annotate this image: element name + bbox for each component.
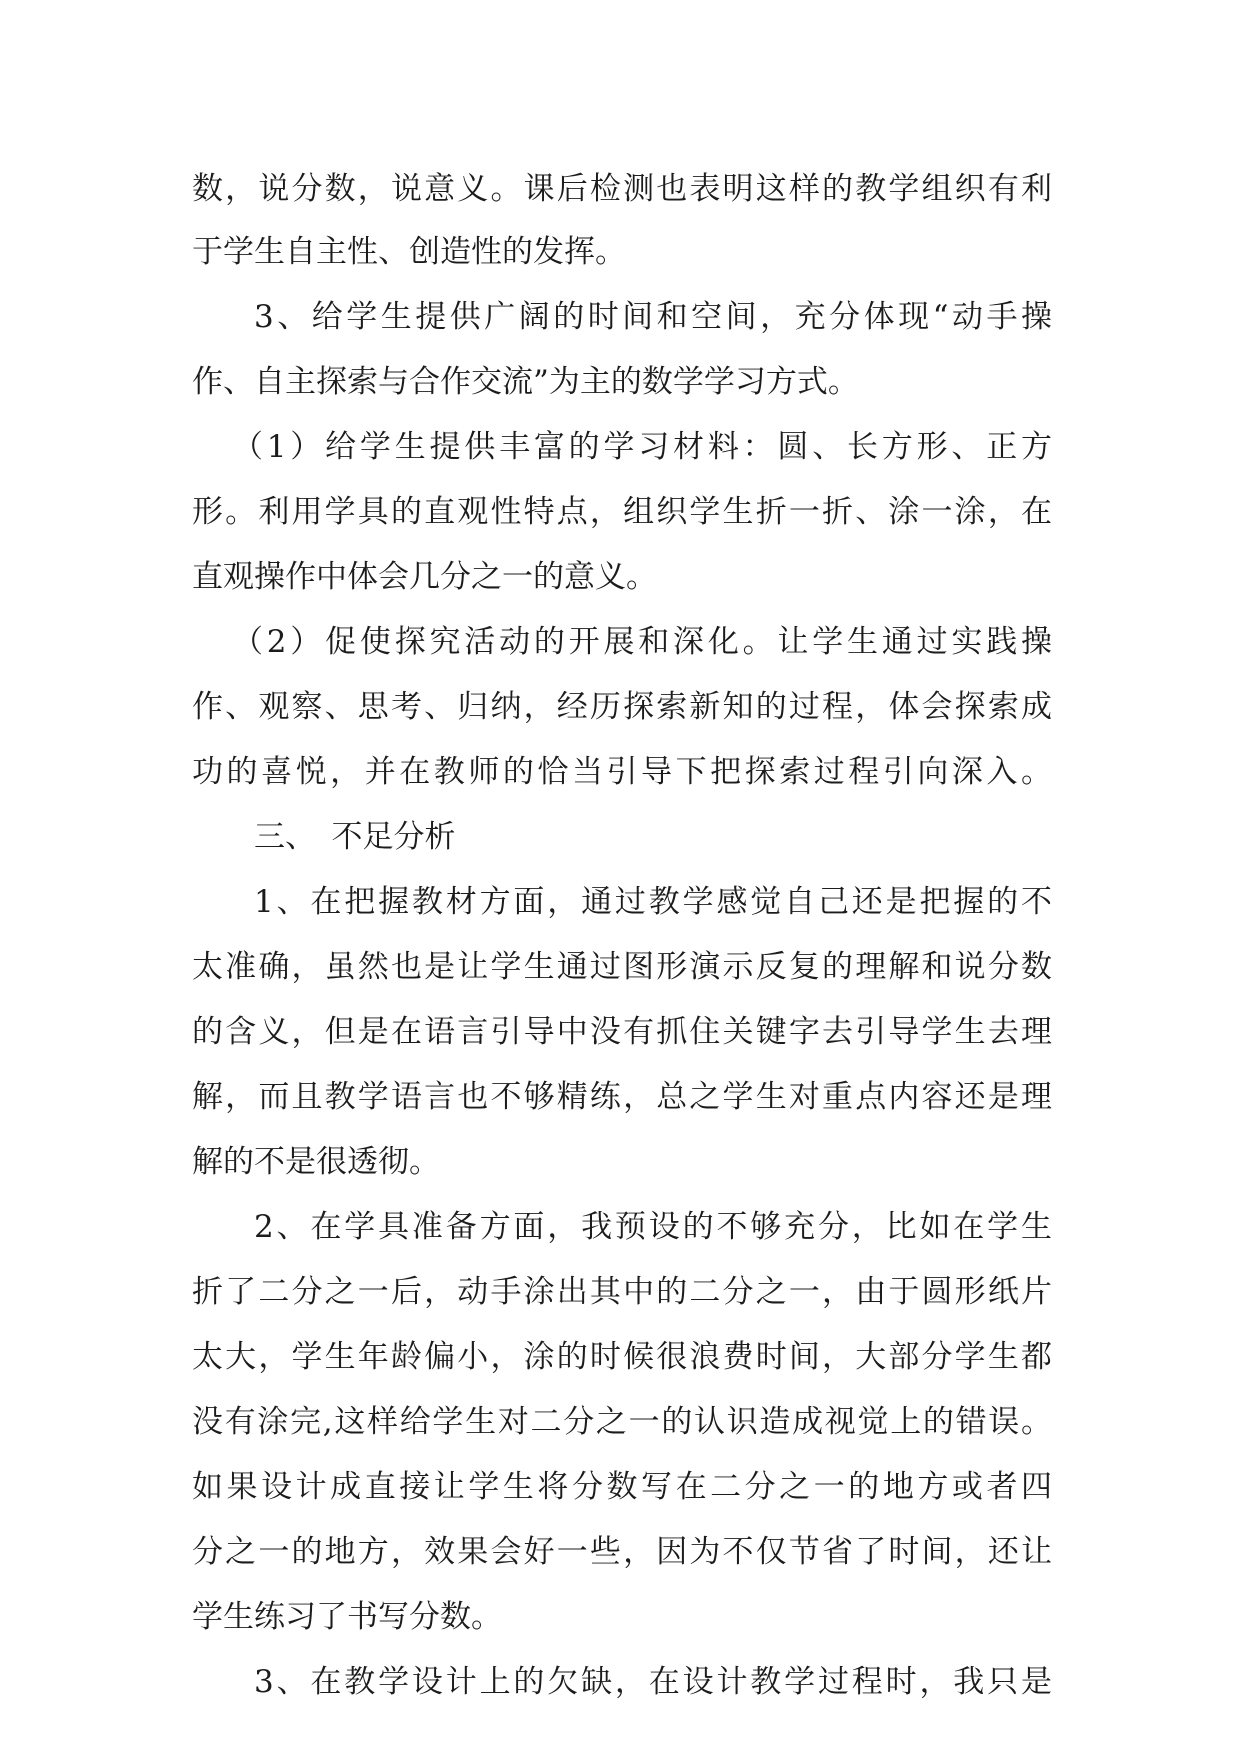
text-line: 分之一的地方，效果会好一些，因为不仅节省了时间，还让 [192, 1534, 1052, 1570]
text-line: 折了二分之一后，动手涂出其中的二分之一，由于圆形纸片 [192, 1274, 1052, 1310]
text-line: 于学生自主性、创造性的发挥。 [192, 234, 626, 270]
text-line: （1）给学生提供丰富的学习材料：圆、长方形、正方 [232, 429, 1052, 465]
text-line: 没有涂完,这样给学生对二分之一的认识造成视觉上的错误。 [192, 1404, 1052, 1440]
text-line: 直观操作中体会几分之一的意义。 [192, 559, 657, 595]
text-line: 太准确，虽然也是让学生通过图形演示反复的理解和说分数 [192, 949, 1052, 985]
document-body [192, 158, 1052, 1715]
text-line: 作、观察、思考、归纳，经历探索新知的过程，体会探索成 [192, 689, 1052, 725]
text-line: （2）促使探究活动的开展和深化。让学生通过实践操 [232, 624, 1052, 660]
text-line: 解，而且教学语言也不够精练，总之学生对重点内容还是理 [192, 1079, 1052, 1115]
text-line: 1、在把握教材方面，通过教学感觉自己还是把握的不 [254, 884, 1052, 920]
text-line: 3、给学生提供广阔的时间和空间，充分体现“动手操 [254, 299, 1052, 335]
text-line: 作、自主探索与合作交流”为主的数学学习方式。 [192, 364, 859, 400]
text-line: 太大，学生年龄偏小，涂的时候很浪费时间，大部分学生都 [192, 1339, 1052, 1375]
text-line: 解的不是很透彻。 [192, 1144, 440, 1180]
text-line: 如果设计成直接让学生将分数写在二分之一的地方或者四 [192, 1469, 1052, 1505]
text-line: 数，说分数，说意义。课后检测也表明这样的教学组织有利 [192, 171, 1052, 207]
text-line: 的含义，但是在语言引导中没有抓住关键字去引导学生去理 [192, 1014, 1052, 1050]
text-line: 功的喜悦，并在教师的恰当引导下把探索过程引向深入。 [192, 754, 1052, 790]
section-heading: 三、 不足分析 [254, 819, 456, 855]
text-line: 3、在教学设计上的欠缺，在设计教学过程时，我只是 [254, 1664, 1052, 1700]
text-line: 2、在学具准备方面，我预设的不够充分，比如在学生 [254, 1209, 1052, 1245]
text-line: 形。利用学具的直观性特点，组织学生折一折、涂一涂，在 [192, 494, 1052, 530]
text-line: 学生练习了书写分数。 [192, 1599, 502, 1635]
